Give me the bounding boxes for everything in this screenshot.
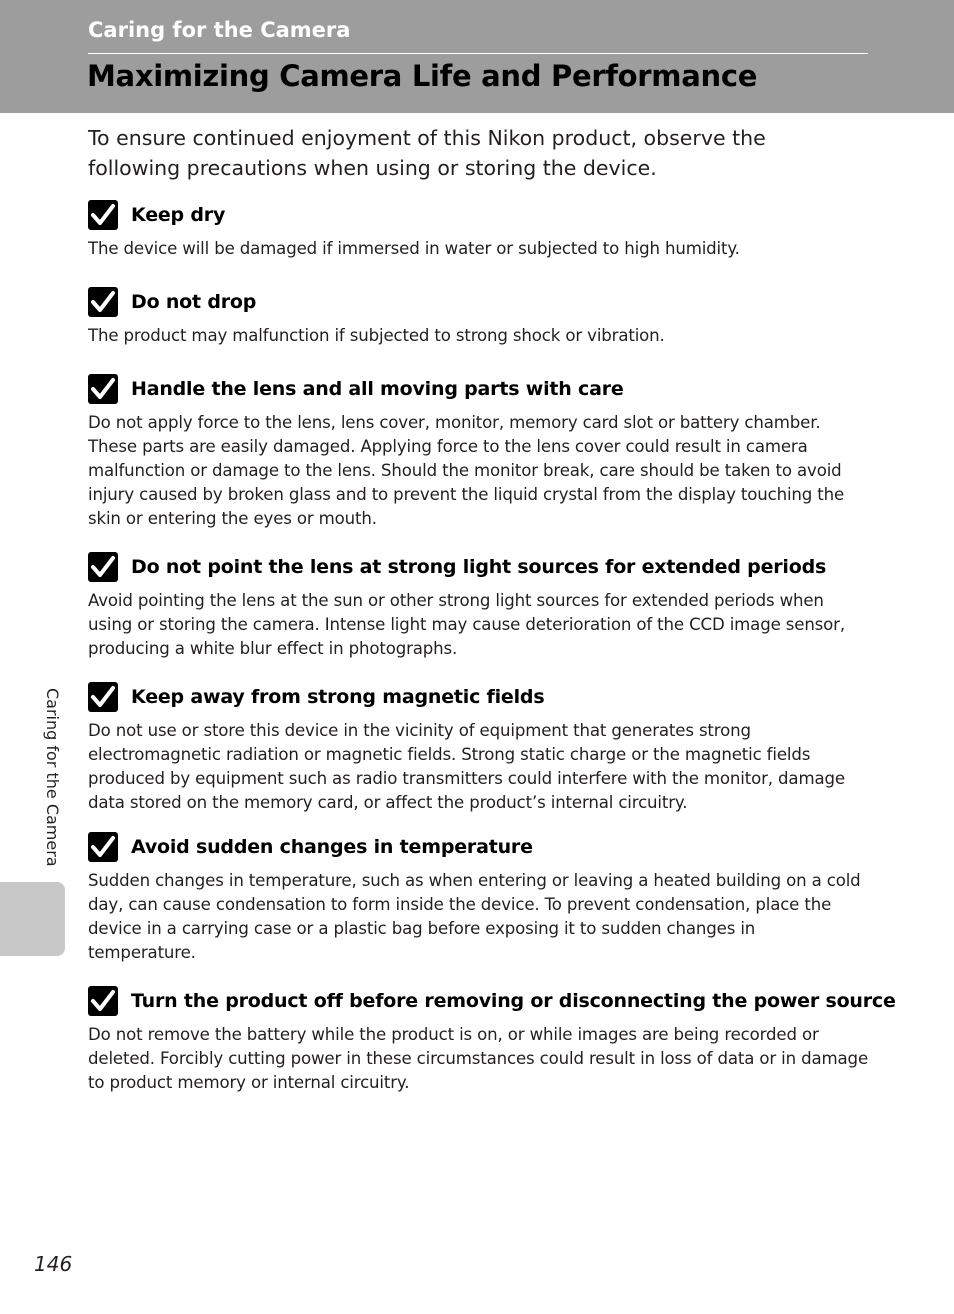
precaution-body: Avoid pointing the lens at the sun or other strong light sources for extended periods when using or storing the camera. Intense light may cause deterioration of the CCD image sensor, producing a white blur effect in photographs. [88,591,845,658]
precaution-heading [88,830,868,864]
header-divider [88,53,868,54]
checkmark-icon [88,374,118,404]
precaution-title: Do not drop [131,291,257,313]
precaution-title: Keep dry [131,204,226,226]
precaution-body: Sudden changes in temperature, such as when entering or leaving a heated building on a cold day, can cause condensation to form inside the device. To prevent condensation, place the device in a carrying case or a plastic bag before exposing it to sudden changes in temperature. [88,871,861,962]
precautions-list [88,198,896,1095]
precaution-power-source [88,984,896,1095]
checkmark-icon [88,552,118,582]
precaution-body: The device will be damaged if immersed in water or subjected to high humidity. [88,239,740,258]
precaution-temperature [88,830,868,965]
precaution-heading [88,550,868,584]
precaution-title: Keep away from strong magnetic fields [131,686,545,708]
checkmark-icon [88,986,118,1016]
section-title: Caring for the Camera [88,18,351,42]
precaution-handle-lens [88,372,868,531]
precaution-heading [88,984,896,1018]
checkmark-icon [88,832,118,862]
checkmark-icon [88,200,118,230]
precaution-body: Do not use or store this device in the vicinity of equipment that generates strong electromagnetic radiation or magnetic fields. Strong static charge or the magnetic fields produced by equipment such as radio transmitters could interfere with the monitor, damage data stored on the memory card, or affect the product’s internal circuitry. [88,721,845,812]
precaution-title: Handle the lens and all moving parts with care [131,378,624,400]
precaution-do-not-drop [88,285,868,348]
precaution-strong-light [88,550,868,661]
precaution-magnetic-fields [88,680,868,815]
page-header [0,0,954,113]
page-number: 146 [34,1252,73,1276]
precaution-title: Turn the product off before removing or disconnecting the power source [131,990,896,1012]
precaution-body: Do not apply force to the lens, lens cover, monitor, memory card slot or battery chamber. These parts are easily damaged. Applying force to the lens cover could result in camera malfunction or damage to the lens. Should the monitor break, care should be taken to avoid injury caused by broken glass and to prevent the liquid crystal from the display touching the skin or entering the eyes or mouth. [88,413,845,528]
side-chapter-tab [0,882,65,956]
precaution-title: Avoid sudden changes in temperature [131,836,533,858]
checkmark-icon [88,682,118,712]
precaution-heading [88,680,868,714]
page-title: Maximizing Camera Life and Performance [87,59,758,93]
precaution-body: The product may malfunction if subjected to strong shock or vibration. [88,326,665,345]
side-section-label: Caring for the Camera [43,688,62,867]
precaution-heading [88,372,868,406]
precaution-heading [88,285,868,319]
checkmark-icon [88,287,118,317]
precaution-keep-dry [88,198,868,261]
precaution-heading [88,198,868,232]
precaution-title: Do not point the lens at strong light sources for extended periods [131,556,827,578]
intro-paragraph: To ensure continued enjoyment of this Nikon product, observe the following precautions when using or storing the device. [88,126,766,180]
precaution-body: Do not remove the battery while the product is on, or while images are being recorded or deleted. Forcibly cutting power in these circumstances could result in loss of data or in damage to product memory or internal circuitry. [88,1025,869,1092]
